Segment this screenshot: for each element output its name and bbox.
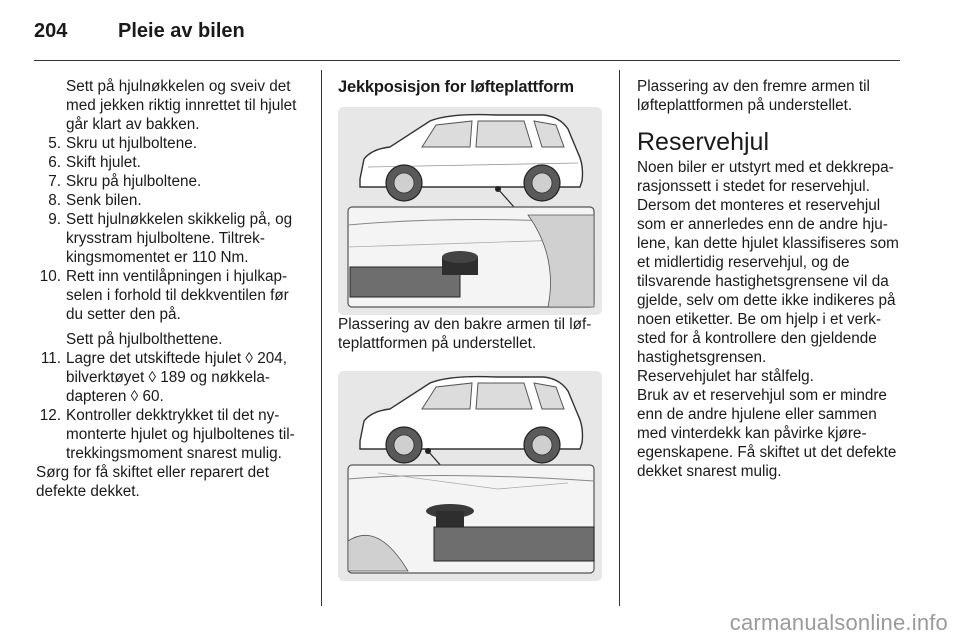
column-divider: [619, 70, 620, 606]
list-item: [36, 172, 304, 191]
section-heading: Reservehjul: [637, 128, 770, 156]
step-text: Senk bilen.: [66, 192, 142, 209]
step-number: 12.: [39, 407, 61, 424]
watermark: carmanualsonline.info: [729, 610, 948, 635]
list-item: [36, 153, 304, 172]
paragraph: Noen biler er utstyrt med et dekkreparasjonssett i stedet for reservehjul.: [637, 159, 894, 195]
car-jack-illustration-front: [338, 371, 602, 581]
figure-caption: Plassering av den fremre armen til løfteplattformen på understellet.: [637, 78, 870, 114]
step-text: Kontroller dekktrykket til det nymonterte hjulet og hjulboltenes tiltrekkingsmoment snarest mulig.: [66, 407, 295, 462]
step-number: 10.: [39, 268, 61, 285]
step-number: 9.: [48, 211, 61, 228]
step-text: Skru på hjulboltene.: [66, 173, 202, 190]
middle-column: [338, 78, 604, 581]
paragraph: Reservehjulet har stålfelg.: [637, 368, 814, 385]
step-intro-text: Sett på hjulnøkkelen og sveiv det med jekken riktig innrettet til hjulet går klart av bakken.: [66, 78, 297, 133]
closing-text: Sørg for få skiftet eller reparert det defekte dekket.: [36, 464, 269, 500]
step-number: 8.: [48, 192, 61, 209]
list-item: [36, 134, 304, 153]
column-divider: [321, 70, 322, 606]
car-jack-illustration-rear: [338, 107, 602, 315]
header-rule: [34, 60, 900, 61]
step-number: 6.: [48, 154, 61, 171]
section-heading: Jekkposisjon for løfteplattform: [338, 78, 574, 96]
left-column: [36, 77, 304, 501]
figure-caption: Plassering av den bakre armen til løfteplattformen på understellet.: [338, 316, 592, 352]
page-number: 204: [34, 20, 68, 42]
step-number: 7.: [48, 173, 61, 190]
step-text: Skift hjulet.: [66, 154, 141, 171]
right-column: [637, 77, 901, 481]
list-item: [36, 210, 304, 267]
step-text: Lagre det utskiftede hjulet ◊ 204, bilverktøyet ◊ 189 og nøkkeladapteren ◊ 60.: [66, 350, 288, 405]
list-item: [36, 349, 304, 406]
step-text: Sett hjulnøkkelen skikkelig på, og krysstram hjulboltene. Tiltrekkingsmomentet er 110 Nm.: [66, 211, 293, 266]
step-number: 5.: [48, 135, 61, 152]
list-item: [36, 267, 304, 324]
page-title: Pleie av bilen: [118, 20, 245, 42]
step-number: 11.: [40, 350, 61, 367]
paragraph: Bruk av et reservehjul som er mindre enn de andre hjulene eller sammen med vinterdekk kan påvirke kjøreegenskapene. Få skiftet ut det defekte dekket snarest mulig.: [637, 387, 897, 480]
step-text: Skru ut hjulboltene.: [66, 135, 197, 152]
step-text: Rett inn ventilåpningen i hjulkapselen i forhold til dekkventilen før du setter den på.: [66, 268, 289, 323]
paragraph: Dersom det monteres et reservehjul som er annerledes enn de andre hjulene, kan dette hjulet klassifiseres som et midlertidig reservehjul, og de tilsvarende hastighetsgrensene vil da gjelde, selv om dette ikke indikeres på noen etiketter. Be om hjelp i et verksted for å kontrollere den gjeldende hastighetsgrensen.: [637, 197, 899, 366]
step-note: Sett på hjulbolthettene.: [66, 331, 223, 348]
list-item: [36, 406, 304, 463]
list-item: [36, 191, 304, 210]
